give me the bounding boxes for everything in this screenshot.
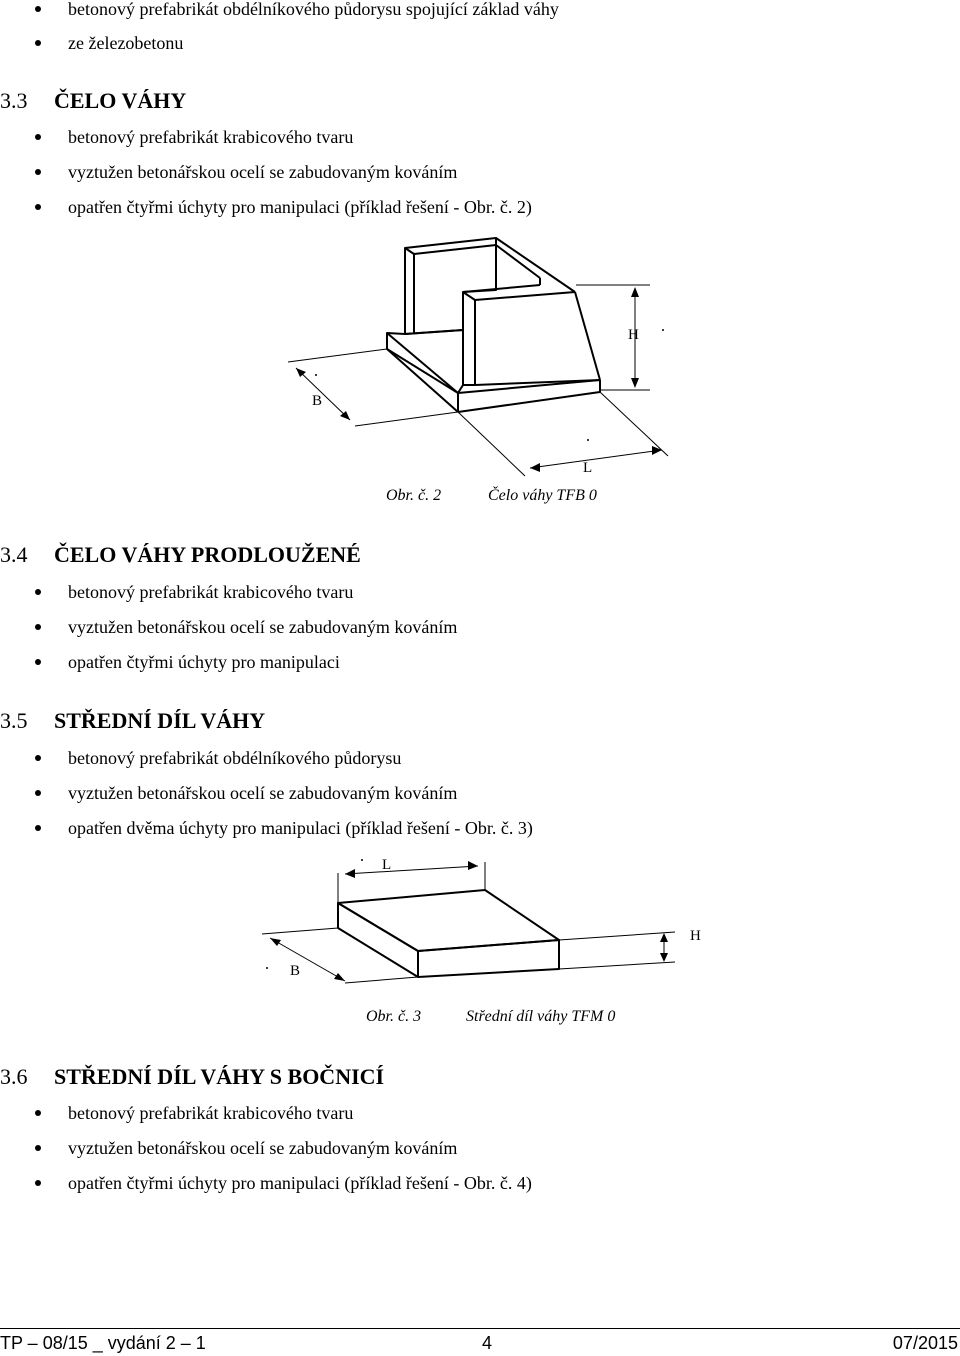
section-title: STŘEDNÍ DÍL VÁHY (54, 708, 266, 733)
footer-doc-id: TP – 08/15 _ vydání 2 – 1 (0, 1333, 206, 1353)
figure-2-h-label: H (628, 327, 639, 343)
bullet-icon (35, 1145, 41, 1151)
figure-3-h-label: H (690, 928, 701, 944)
figure-3-caption: Střední díl váhy TFM 0 (466, 1008, 616, 1025)
section-number: 3.4 (0, 542, 28, 567)
section-title: ČELO VÁHY (54, 88, 187, 113)
figure-2-l-label: L (583, 460, 593, 476)
bullet-icon (35, 1180, 41, 1186)
figure-2-caption: Čelo váhy TFB 0 (488, 487, 597, 504)
footer-page-number: 4 (482, 1333, 493, 1353)
figure-2-b-label: B (312, 393, 323, 409)
figure-3-l-label: L (382, 857, 392, 873)
section-heading (0, 1065, 28, 1089)
bullet-icon (35, 1110, 41, 1116)
section-number: 3.3 (0, 88, 28, 113)
figure-3-number: Obr. č. 3 (366, 1008, 422, 1025)
figure-2-number: Obr. č. 2 (386, 487, 442, 504)
footer-date: 07/2015 (892, 1333, 958, 1353)
section-title: ČELO VÁHY PRODLOUŽENÉ (54, 542, 361, 567)
footer-divider (0, 1328, 960, 1329)
section-number: 3.6 (0, 1064, 28, 1089)
section-title: STŘEDNÍ DÍL VÁHY S BOČNICÍ (54, 1064, 385, 1089)
section-number: 3.5 (0, 708, 28, 733)
figure-3-b-label: B (290, 963, 301, 979)
